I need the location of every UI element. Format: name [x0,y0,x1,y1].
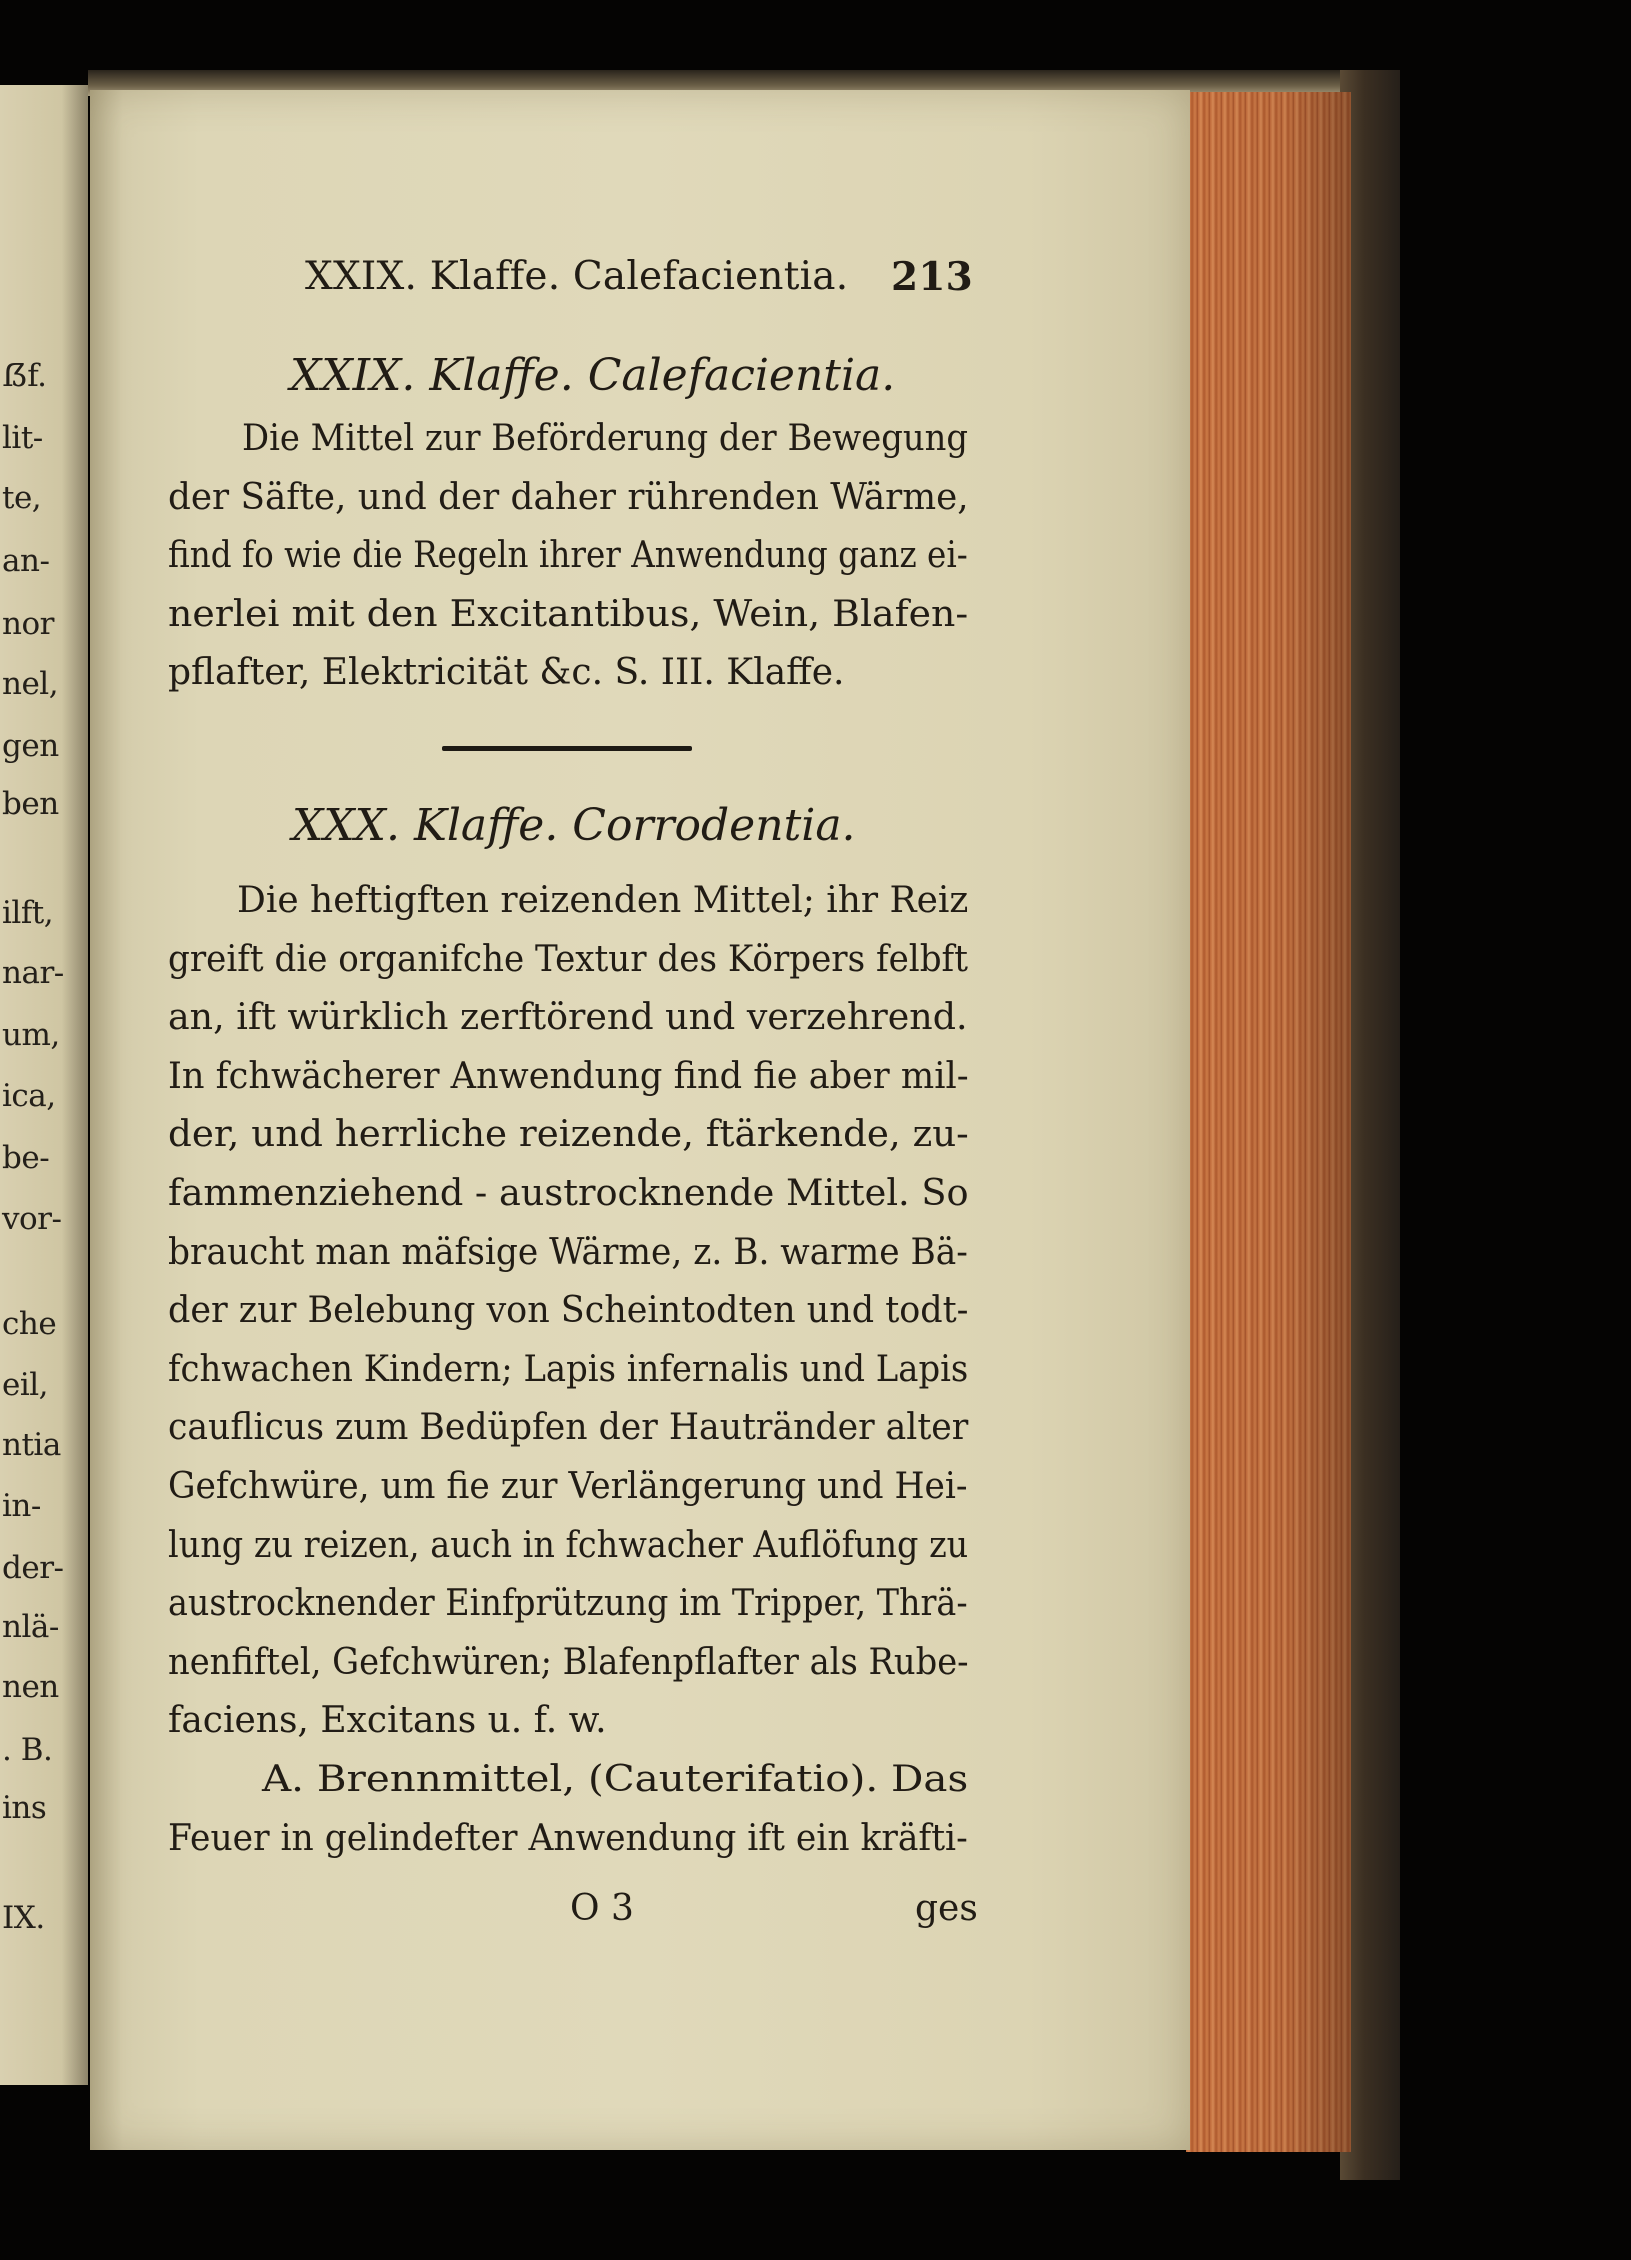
left-page-fragment: che [2,1306,57,1342]
left-page-fragment: an- [2,543,50,579]
left-page-fragment: ilft, [2,895,54,931]
section2-line: fchwachen Kindern; Lapis infernalis und Lapis [168,1348,969,1390]
signature-mark: O 3 [570,1888,634,1929]
catchword: ges [915,1888,978,1929]
left-page-fragment: ica, [2,1078,56,1114]
section2-line: fammenziehend - austrocknende Mittel. So [168,1173,969,1214]
section2-line: In fchwächerer Anwendung find fie aber mil- [168,1055,969,1097]
section2-line: der zur Belebung von Scheintodten und todt- [168,1290,969,1332]
left-page-fragment: um, [2,1017,60,1053]
left-page-fragment: IX. [2,1900,45,1936]
left-page-fragment: nen [2,1669,59,1705]
left-page-fragment: in- [2,1488,41,1524]
section2-line: greift die organifche Textur des Körpers felbft [168,938,968,980]
left-page-fragment: nlä- [2,1609,59,1645]
section2-line: Gefchwüre, um fie zur Verlängerung und Hei- [168,1466,968,1507]
section-divider [442,746,692,751]
left-page-fragment: lit- [2,420,43,456]
left-page-fragment: be- [2,1140,50,1176]
section2-line: A. Brennmittel, (Cauterifatio). Das [262,1759,969,1800]
left-page-fragment: ins [2,1790,47,1826]
left-page-fragment: eil, [2,1367,49,1403]
section1-line: nerlei mit den Excitantibus, Wein, Blafen- [168,593,969,635]
fore-edge-shading [1186,92,1351,2152]
left-page-fragment: . B. [2,1732,53,1768]
section2-line: braucht man mäfsige Wärme, z. B. warme Bä- [168,1231,968,1273]
left-page-fragment: ntia [2,1427,61,1463]
left-page-fragment: nel, [2,666,59,702]
section2-line: austrocknender Einfprützung im Tripper, Thrä- [168,1583,968,1625]
left-page-fragment: gen [2,728,59,764]
section-heading-corrodentia: XXX. Klaffe. Corrodentia. [292,800,856,851]
section2-line: nenfiftel, Gefchwüren; Blafenpflafter als Rube- [168,1641,969,1683]
section2-line: Feuer in gelindefter Anwendung ift ein kräfti- [168,1817,968,1859]
left-page-fragment: ẞf. [2,358,47,394]
left-page-fragment: nar- [2,955,64,991]
section2-line: an, ift würklich zerftörend und verzehrend. [168,997,968,1039]
page-number: 213 [891,254,974,300]
section1-line: pflafter, Elektricität &c. S. III. Klaffe. [168,652,845,693]
left-page-fragment: vor- [2,1201,62,1237]
section1-line: find fo wie die Regeln ihrer Anwendung ganz ei- [168,535,968,576]
left-page-fragment: der- [2,1550,64,1586]
left-page-fragment: te, [2,480,42,516]
section1-line: der Säfte, und der daher rührenden Wärme, [168,476,969,518]
left-page-fragment: ben [2,786,59,822]
section2-line: lung zu reizen, auch in fchwacher Auflöfung zu [168,1524,969,1566]
section2-line: Die heftigften reizenden Mittel; ihr Reiz [237,880,969,921]
section-heading-calefacientia: XXIX. Klaffe. Calefacientia. [290,350,896,401]
section1-line: Die Mittel zur Beförderung der Bewegung [242,418,969,459]
section2-line: cauflicus zum Bedüpfen der Hautränder alter [168,1407,969,1449]
left-page-fragment: nor [2,606,54,642]
section2-line: der, und herrliche reizende, ftärkende, zu- [168,1114,969,1156]
running-head: XXIX. Klaffe. Calefacientia. [305,254,849,299]
section2-line: faciens, Excitans u. f. w. [168,1700,607,1742]
